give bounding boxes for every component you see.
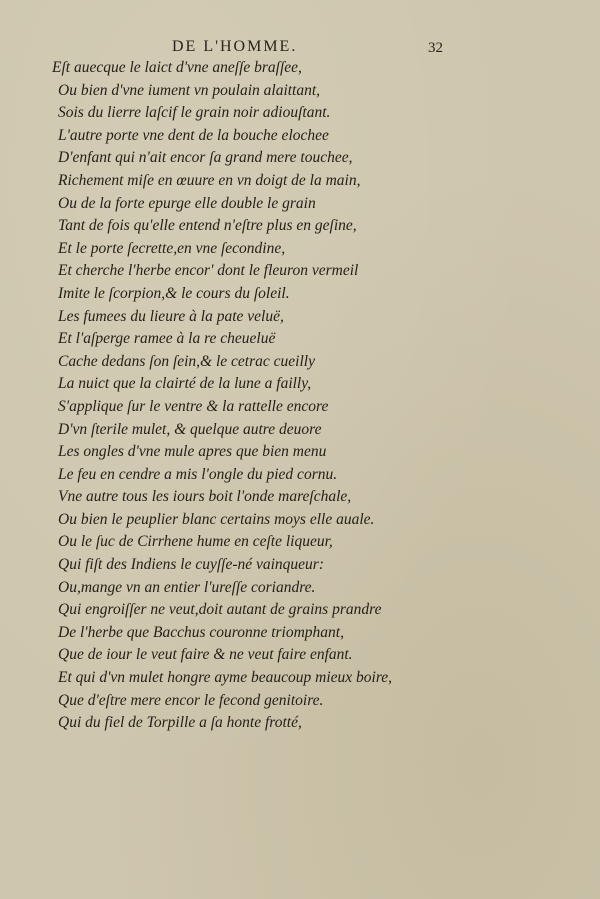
verse-line: Et qui d'vn mulet hongre ayme beaucoup mieux boire, bbox=[58, 669, 393, 687]
verse-line: Et cherche l'herbe encor' dont le fleuron vermeil bbox=[58, 262, 359, 280]
verse-line: Vne autre tous les iours boit l'onde mareſchale, bbox=[58, 488, 352, 506]
verse-line: Ou bien le peuplier blanc certains moys elle auale. bbox=[58, 510, 375, 528]
verse-line: Imite le ſcorpion,& le cours du ſoleil. bbox=[58, 284, 290, 302]
verse-line: Richement miſe en œuure en vn doigt de la main, bbox=[58, 171, 361, 189]
verse-line: Tant de fois qu'elle entend n'eſtre plus en geſine, bbox=[58, 217, 357, 235]
verse-line: Qui fiſt des Indiens le cuyſſe-né vainqueur: bbox=[58, 556, 325, 574]
verse-line: Cache dedans ſon ſein,& le cetrac cueilly bbox=[58, 352, 315, 370]
verse-line: S'applique ſur le ventre & la rattelle encore bbox=[58, 397, 329, 415]
verse-line: D'enfant qui n'ait encor ſa grand mere touchee, bbox=[58, 149, 353, 167]
verse-line: L'autre porte vne dent de la bouche elochee bbox=[58, 126, 329, 144]
verse-line: Que de iour le veut faire & ne veut faire enfant. bbox=[58, 646, 353, 664]
verse-line: Et le porte ſecrette,en vne ſecondine, bbox=[58, 239, 286, 257]
verse-line: De l'herbe que Bacchus couronne triomphant, bbox=[58, 623, 344, 641]
verse-line: La nuict que la clairté de la lune a failly, bbox=[58, 375, 312, 393]
verse-line: Sois du lierre laſcif le grain noir adiouſtant. bbox=[58, 104, 331, 122]
running-title: DE L'HOMME. bbox=[172, 38, 298, 55]
page-number: 32 bbox=[428, 40, 443, 56]
verse-line: Eſt auecque le laict d'vne aneſſe braſſee, bbox=[52, 59, 302, 76]
verse-line: Ou le ſuc de Cirrhene hume en ceſte liqueur, bbox=[58, 533, 333, 551]
verse-line: Qui engroiſſer ne veut,doit autant de grains prandre bbox=[58, 601, 382, 619]
verse-line: D'vn ſterile mulet, & quelque autre deuore bbox=[58, 420, 322, 438]
verse-line: Que d'eſtre mere encor le fecond genitoire. bbox=[58, 691, 324, 709]
verse-line: Ou,mange vn an entier l'ureſſe coriandre. bbox=[58, 578, 316, 596]
verse-line: Le feu en cendre a mis l'ongle du pied cornu. bbox=[58, 465, 338, 483]
verse-line: Et l'aſperge ramee à la re cheueluë bbox=[58, 330, 276, 348]
poem-text bbox=[48, 57, 568, 735]
verse-line: Les ongles d'vne mule apres que bien menu bbox=[58, 443, 327, 461]
verse-line: Ou bien d'vne iument vn poulain alaittant, bbox=[58, 81, 321, 99]
verse-line: Ou de la forte epurge elle double le grain bbox=[58, 194, 316, 212]
verse-line: Qui du fiel de Torpille a ſa honte frotté, bbox=[58, 714, 302, 732]
verse-line: Les fumees du lieure à la pate veluë, bbox=[58, 307, 284, 325]
